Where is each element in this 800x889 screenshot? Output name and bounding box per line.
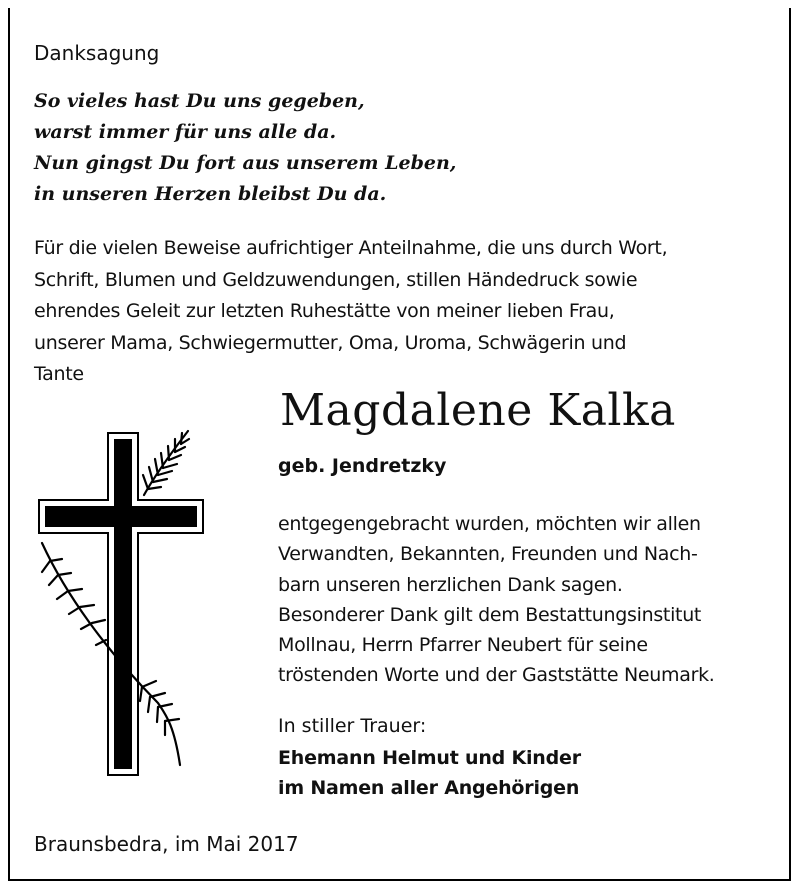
thanks-paragraph <box>278 509 715 691</box>
intro-paragraph <box>34 233 667 391</box>
thanks-line: Mollnau, Herrn Pfarrer Neubert für seine <box>278 634 648 657</box>
signers <box>278 743 581 803</box>
intro-line: Tante <box>34 363 84 385</box>
intro-line: unserer Mama, Schwiegermutter, Oma, Uroma, Schwägerin und <box>34 331 627 354</box>
thanks-line: Besonderer Dank gilt dem Bestattungsinstitut <box>278 603 702 626</box>
thanks-line: entgegengebracht wurden, möchten wir allen <box>278 513 701 535</box>
frame-right <box>789 8 791 881</box>
mourning-label: In stiller Trauer: <box>278 715 427 737</box>
place-date: Braunsbedra, im Mai 2017 <box>34 832 299 856</box>
thanks-line: tröstenden Worte und der Gaststätte Neumark. <box>278 664 715 687</box>
notice-heading: Danksagung <box>34 41 160 65</box>
cross-with-palm-branch-icon <box>36 425 206 780</box>
deceased-name: Magdalene Kalka <box>280 385 676 436</box>
maiden-name: geb. Jendretzky <box>278 455 447 477</box>
verse-line: So vieles hast Du uns gegeben, <box>34 90 365 112</box>
thanks-line: Verwandten, Bekannten, Freunden und Nach- <box>278 543 698 566</box>
thanks-line: barn unseren herzlichen Dank sagen. <box>278 573 623 596</box>
signer-line: im Namen aller Angehörigen <box>278 777 580 799</box>
intro-line: Für die vielen Beweise aufrichtiger Anteilnahme, die uns durch Wort, <box>34 237 668 259</box>
verse-line: in unseren Herzen bleibst Du da. <box>34 183 387 205</box>
intro-line: ehrendes Geleit zur letzten Ruhestätte von meiner lieben Frau, <box>34 300 615 322</box>
intro-line: Schrift, Blumen und Geldzuwendungen, stillen Händedruck sowie <box>34 268 638 291</box>
signer-line: Ehemann Helmut und Kinder <box>278 747 581 769</box>
memorial-verse <box>34 86 456 210</box>
frame-left <box>8 8 10 881</box>
verse-line: Nun gingst Du fort aus unserem Leben, <box>34 152 457 174</box>
verse-line: warst immer für uns alle da. <box>34 121 337 143</box>
frame-bottom <box>8 879 791 881</box>
